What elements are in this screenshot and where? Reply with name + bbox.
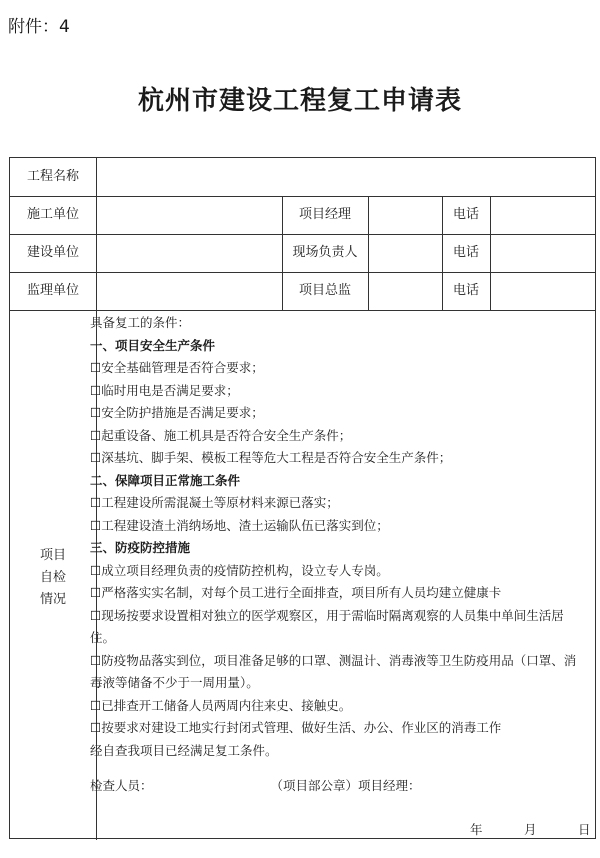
label-phone: 电话: [452, 283, 479, 299]
self-check-label-line: 自检: [39, 570, 66, 585]
label-project-director: 项目总监: [298, 283, 351, 299]
date-day: 日: [578, 822, 591, 837]
check-item: ☐现场按要求设置相对独立的医学观察区，用于需临时隔离观察的人员集中单间生活居住。: [90, 607, 564, 645]
self-check-label-line: 项目: [39, 548, 66, 563]
column-divider: [368, 196, 369, 310]
label-supervision-unit: 监理单位: [26, 283, 79, 299]
check-item: ☐按要求对建设工地实行封闭式管理、做好生活、办公、作业区的消毒工作: [90, 720, 502, 735]
seal-manager-label: （项目部公章）项目经理：: [270, 778, 421, 793]
attachment-number: 附件：4: [8, 17, 70, 37]
check-item: ☐工程建设渣土消纳场地、渣土运输队伍已落实到位；: [90, 517, 389, 533]
section-heading: 三、防疫防控措施: [90, 540, 191, 555]
check-conclusion: 经自查我项目已经满足复工条件。: [90, 742, 278, 758]
self-check-label-line: 情况: [39, 592, 66, 607]
label-project-name: 工程名称: [26, 169, 79, 185]
check-item: ☐防疫物品落实到位，项目准备足够的口罩、测温计、消毒液等卫生防疫用品（口罩、消毒液等储备不少于一周用量）。: [90, 652, 577, 690]
label-site-manager: 现场负责人: [292, 245, 358, 261]
column-divider: [490, 196, 491, 310]
check-intro: 具备复工的条件：: [90, 315, 191, 330]
self-check-content: [90, 312, 580, 762]
date-month: 月: [524, 822, 537, 837]
check-item: ☐安全防护措施是否满足要求；: [90, 405, 264, 420]
label-phone: 电话: [452, 245, 479, 261]
section-heading: 一、项目安全生产条件: [90, 337, 216, 353]
label-phone: 电话: [452, 207, 479, 223]
row-divider: [10, 310, 595, 311]
date-year: 年: [470, 822, 483, 837]
section-heading: 二、保障项目正常施工条件: [90, 472, 241, 488]
check-item: ☐临时用电是否满足要求；: [90, 382, 239, 398]
inspector-label: 检查人员：: [90, 778, 153, 793]
check-item: ☐已排查开工储备人员两周内往来史、接触史。: [90, 697, 352, 713]
check-item: ☐成立项目经理负责的疫情防控机构，设立专人专岗。: [90, 562, 389, 578]
label-self-check: [10, 538, 96, 618]
page-title: 杭州市建设工程复工申请表: [137, 86, 462, 116]
label-construction-unit: 施工单位: [26, 207, 79, 223]
label-project-manager: 项目经理: [298, 207, 351, 223]
check-item: ☐起重设备、施工机具是否符合安全生产条件；: [90, 427, 352, 443]
check-item: ☐工程建设所需混凝土等原材料来源已落实；: [90, 495, 339, 510]
check-item: ☐深基坑、脚手架、模板工程等危大工程是否符合安全生产条件；: [90, 450, 452, 465]
check-item: ☐严格落实实名制，对每个员工进行全面排查，项目所有人员均建立健康卡: [90, 585, 502, 600]
check-item: ☐安全基础管理是否符合要求；: [90, 360, 264, 375]
label-builder-unit: 建设单位: [26, 245, 79, 261]
signature-row: [90, 776, 421, 794]
